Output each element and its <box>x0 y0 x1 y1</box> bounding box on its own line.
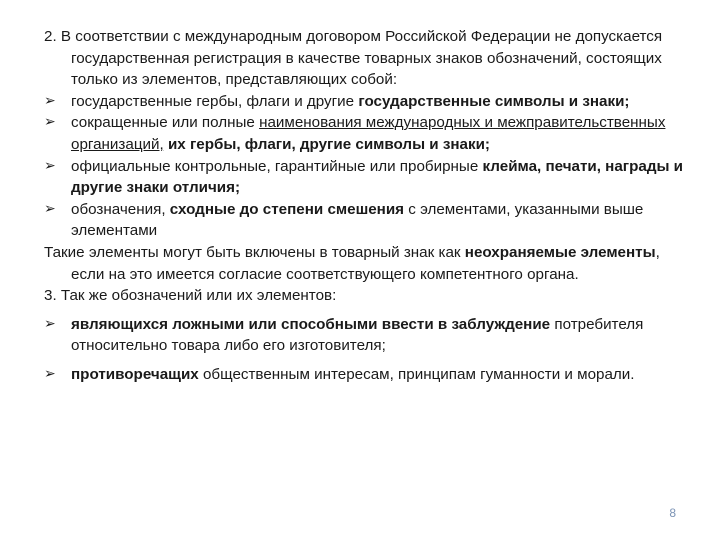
bullet-text: сокращенные или полные <box>71 114 260 132</box>
bullet-item-hallmarks <box>44 156 684 199</box>
paragraph-intro-text: 2. В соответствии с международным договором Российской Федерации не допускается государственная регистрация в качестве товарных знаков обозначений, состоящих только из элементов, представляющих собой: <box>44 28 663 89</box>
bullet-item-public-interest <box>44 364 684 386</box>
bullet-arrow-icon: ➢ <box>44 157 56 174</box>
paragraph-intro <box>44 26 684 91</box>
slide-content <box>44 26 684 386</box>
bullet-text-bold: клейма, печати, награды и другие знаки отличия; <box>71 157 684 197</box>
bullet-item-similar-designations <box>44 199 684 242</box>
bullet-arrow-icon: ➢ <box>44 92 56 109</box>
bullet-text: потребителя относительно товара либо его изготовителя; <box>71 315 644 355</box>
bullet-arrow-icon: ➢ <box>44 114 56 131</box>
bullet-text-bold: противоречащих <box>71 365 199 383</box>
bullet-arrow-icon: ➢ <box>44 200 56 217</box>
bullet-text: официальные контрольные, гарантийные или пробирные <box>71 157 483 175</box>
bullet-item-organizations <box>44 112 684 155</box>
bullet-item-misleading <box>44 314 684 357</box>
bullet-text: государственные гербы, флаги и другие <box>71 92 359 110</box>
bullet-arrow-icon: ➢ <box>44 365 56 382</box>
bullet-text: с элементами, указанными выше элементами <box>71 200 644 240</box>
bullet-text-bold: сходные до степени смешения <box>169 200 405 218</box>
paragraph-text: Такие элементы могут быть включены в товарный знак как <box>44 243 465 261</box>
paragraph-section-3-text: 3. Так же обозначений или их элементов: <box>44 287 337 305</box>
bullet-text: обозначения, <box>71 200 170 218</box>
paragraph-unprotected-elements <box>44 242 684 285</box>
paragraph-section-3 <box>44 285 684 307</box>
paragraph-text: , если на это имеется согласие соответствующего компетентного органа. <box>71 243 660 283</box>
bullet-text-bold: являющихся ложными или способными ввести в заблуждение <box>71 315 551 333</box>
bullet-text-underlined: наименования международных и межправительственных организаций, <box>71 114 666 153</box>
bullet-item-state-symbols <box>44 91 684 113</box>
bullet-arrow-icon: ➢ <box>44 315 56 332</box>
page-number: 8 <box>669 506 676 520</box>
bullet-text-bold: государственные символы и знаки; <box>358 92 630 110</box>
paragraph-text-bold: неохраняемые элементы <box>464 243 656 261</box>
bullet-text: общественным интересам, принципам гуманности и морали. <box>198 365 635 383</box>
bullet-text-bold: их гербы, флаги, другие символы и знаки; <box>163 135 490 153</box>
